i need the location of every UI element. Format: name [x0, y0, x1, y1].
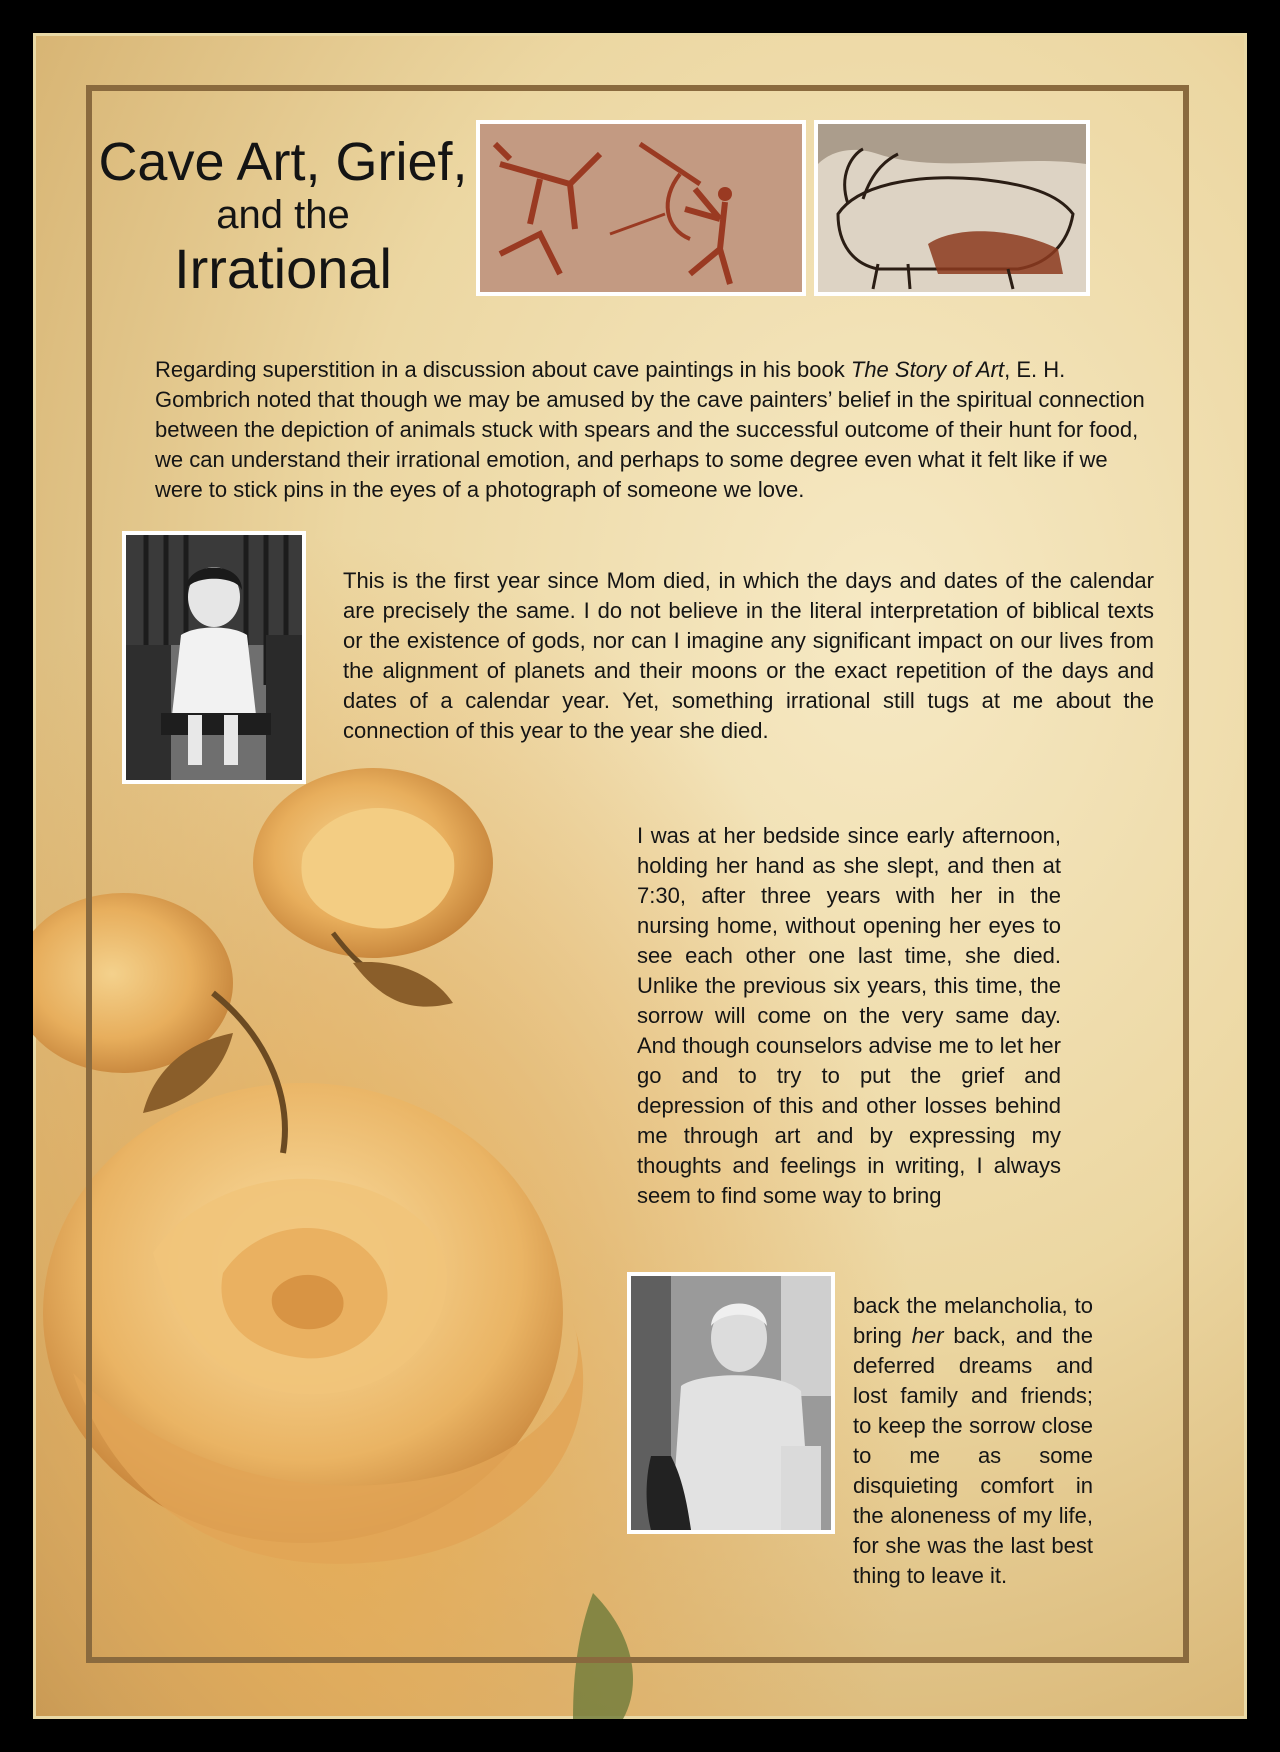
poster-page: [33, 33, 1247, 1719]
title-line-2: and the: [216, 193, 350, 237]
intro-paragraph: [155, 355, 1149, 505]
intro-text-2: , E. H. Gombrich noted that though we may be amused by the cave painters’ belief in the spiritual connection between the depiction of animals stuck with spears and the successful outcome of their hunt for food, we can understand their irrational emotion, and perhaps to some degree even what it felt like if we were to stick pins in the eyes of a photograph of someone we love.: [155, 357, 1145, 502]
closing-emphasis: her: [911, 1323, 944, 1348]
book-title: The Story of Art: [850, 357, 1005, 382]
cave-painting-archer-image: [476, 120, 806, 296]
title-line-1: Cave Art, Grief,: [98, 132, 468, 192]
calendar-paragraph: This is the first year since Mom died, in which the days and dates of the calendar are precisely the same. I do not believe in the literal interpretation of biblical texts or the existence of gods, nor can I imagine any significant impact on our lives from the alignment of planets and their moons or the exact repetition of the days and dates of a calendar year. Yet, something irrational still tugs at me about the connection of this year to the year she died.: [343, 568, 1154, 743]
closing-paragraph: [853, 1291, 1093, 1591]
closing-text-1: back the melancholia, to bring: [853, 1293, 1093, 1348]
childhood-photo-image: [122, 531, 306, 784]
elderly-woman-photo-image: [627, 1272, 835, 1534]
closing-text-2: back, and the deferred dreams and lost family and friends; to keep the sorrow close to me as some disquieting comfort in the aloneness of my life, for she was the last best thing to leave it.: [853, 1323, 1093, 1588]
bedside-paragraph: I was at her bedside since early afternoon, holding her hand as she slept, and then at 7:30, after three years with her in the nursing home, without opening her eyes to see each other one last time, she died. Unlike the previous six years, this time, the sorrow will come on the very same day. And though counselors advise me to let her go and to try to put the grief and depression of this and other losses behind me through art and by expressing my thoughts and feelings in writing, I always seem to find some way to bring: [637, 823, 1061, 1208]
intro-text-1: Regarding superstition in a discussion about cave paintings in his book: [155, 357, 851, 382]
cave-painting-bull-image: [814, 120, 1090, 296]
page-title: [93, 131, 473, 301]
title-line-3: Irrational: [174, 237, 392, 300]
